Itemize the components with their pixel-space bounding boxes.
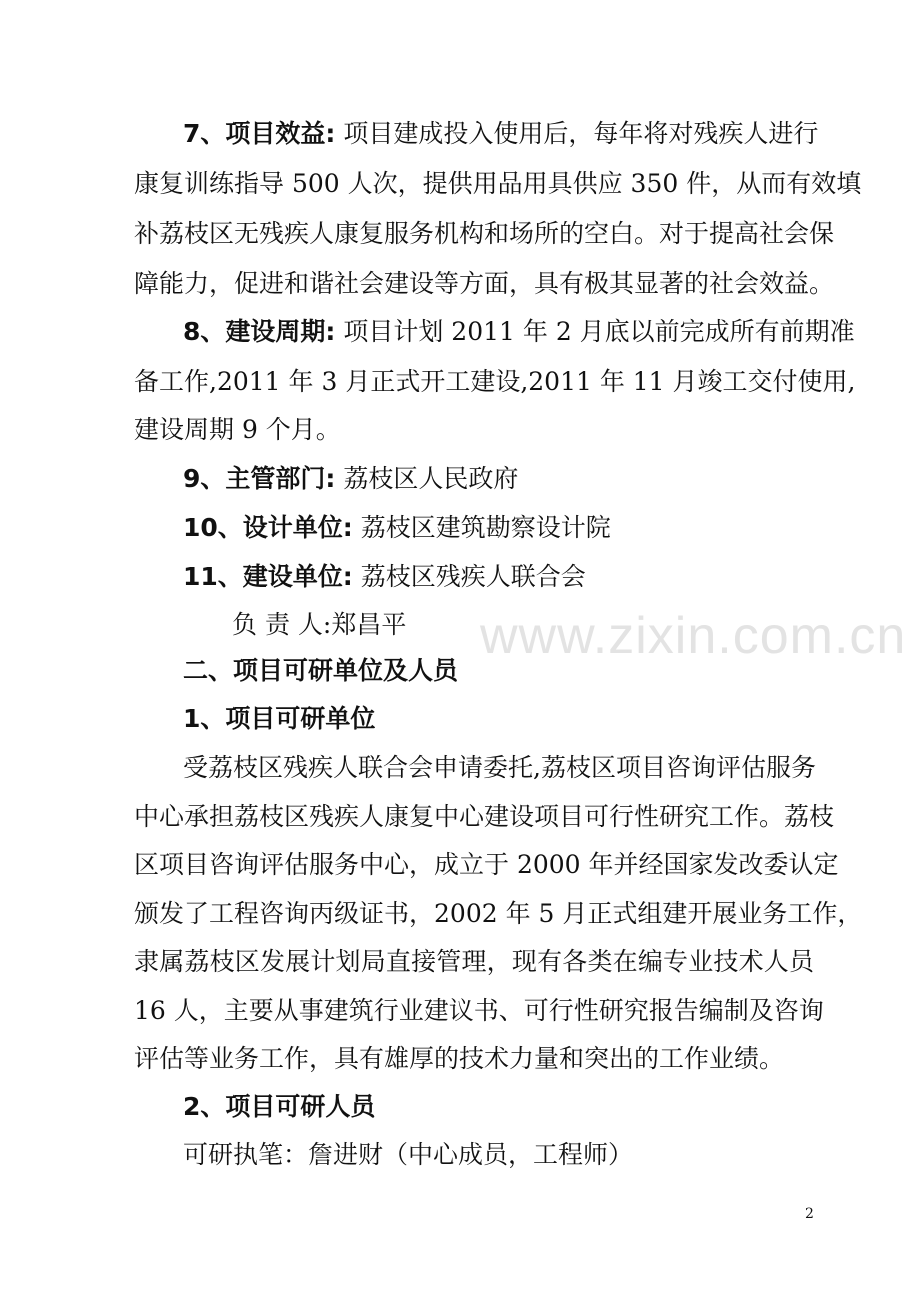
benefit-line-4: 障能力，促进和谐社会建设等方面，具有极其显著的社会效益。 — [134, 269, 835, 298]
design-heading: 10、设计单位: — [183, 513, 353, 542]
unit-line-1: 受荔枝区残疾人联合会申请委托,荔枝区项目咨询评估服务 — [183, 753, 816, 782]
period-line-1 — [183, 310, 855, 354]
benefit-line-2: 康复训练指导 500 人次，提供用品用具供应 350 件，从而有效填 — [134, 169, 862, 198]
benefit-text: 项目建成投入使用后，每年将对残疾人进行 — [343, 119, 819, 148]
part2-title: 二、项目可研单位及人员 — [183, 656, 459, 685]
benefit-line-1 — [183, 112, 819, 156]
period-line-2: 备工作,2011 年 3 月正式开工建设,2011 年 11 月竣工交付使用, — [134, 367, 856, 396]
unit-line-3: 区项目咨询评估服务中心，成立于 2000 年并经国家发改委认定 — [134, 850, 839, 879]
period-line-3: 建设周期 9 个月。 — [134, 415, 341, 444]
dept-value: 荔枝区人民政府 — [343, 464, 519, 493]
unit-heading: 1、项目可研单位 — [183, 704, 376, 733]
benefit-heading: 7、项目效益: — [183, 119, 336, 148]
design-value: 荔枝区建筑勘察设计院 — [360, 513, 611, 542]
builder-heading: 11、建设单位: — [183, 562, 353, 591]
dept-line — [183, 457, 814, 501]
builder-value: 荔枝区残疾人联合会 — [360, 562, 586, 591]
unit-line-7: 评估等业务工作，具有雄厚的技术力量和突出的工作业绩。 — [134, 1044, 785, 1073]
watermark: www.zixin.com.cn — [480, 607, 907, 665]
staff-heading: 2、项目可研人员 — [183, 1092, 376, 1121]
staff-line: 可研执笔：詹进财（中心成员，工程师） — [183, 1140, 634, 1169]
period-heading: 8、建设周期: — [183, 317, 336, 346]
unit-line-2: 中心承担荔枝区残疾人康复中心建设项目可行性研究工作。荔枝 — [134, 802, 835, 831]
unit-line-4: 颁发了工程咨询丙级证书，2002 年 5 月正式组建开展业务工作， — [134, 899, 863, 928]
page-number: 2 — [805, 1206, 814, 1222]
person-label: 负 责 人: — [232, 610, 332, 639]
dept-heading: 9、主管部门: — [183, 464, 336, 493]
period-text: 项目计划 2011 年 2 月底以前完成所有前期准 — [343, 317, 855, 346]
person-value: 郑昌平 — [331, 610, 407, 639]
design-line — [183, 506, 814, 550]
unit-line-6: 16 人，主要从事建筑行业建议书、可行性研究报告编制及咨询 — [134, 996, 824, 1025]
unit-line-5: 隶属荔枝区发展计划局直接管理，现有各类在编专业技术人员 — [134, 947, 814, 976]
benefit-line-3: 补荔枝区无残疾人康复服务机构和场所的空白。对于提高社会保 — [134, 219, 835, 248]
builder-line — [183, 555, 814, 599]
